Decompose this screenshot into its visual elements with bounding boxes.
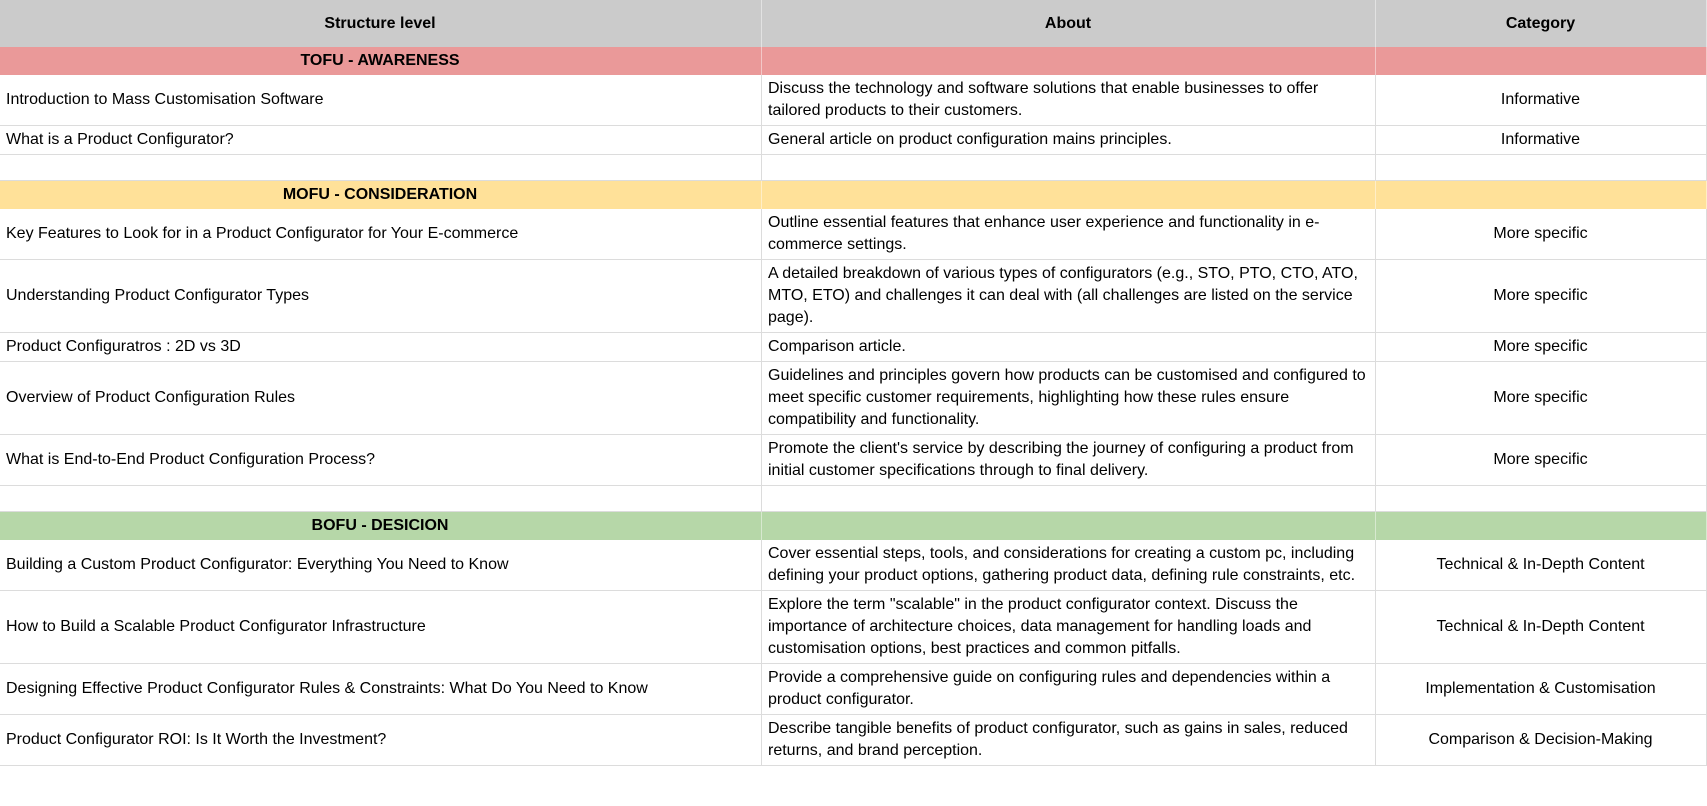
cell-about-text: Outline essential features that enhance user experience and functionality in e-commerce settings. [768,214,1320,253]
cell-about-text: Provide a comprehensive guide on configuring rules and dependencies within a product configurator. [768,669,1331,708]
cell-structure-level[interactable] [0,333,762,362]
column-header-structure-level[interactable] [0,0,762,47]
column-header-about-text: About [1044,14,1092,32]
table-row [0,126,1707,155]
cell-category-text: More specific [1493,451,1588,468]
cell-structure-level[interactable] [0,435,762,486]
cell-category-text: Informative [1500,131,1581,148]
column-header-about[interactable] [762,0,1376,47]
table-row [0,664,1707,715]
cell-category-text: More specific [1493,287,1588,304]
table-row [0,260,1707,333]
cell-category-text: Technical & In-Depth Content [1436,556,1645,573]
cell-structure-level[interactable] [0,260,762,333]
cell-about-empty[interactable] [762,486,1376,512]
section-header-row-mofu [0,181,1707,209]
cell-category-tofu[interactable] [1376,47,1707,75]
cell-category-empty[interactable] [1376,155,1707,181]
section-header-row-bofu [0,512,1707,540]
cell-about[interactable] [762,333,1376,362]
cell-about[interactable] [762,126,1376,155]
cell-category[interactable] [1376,435,1707,486]
cell-about-empty[interactable] [762,155,1376,181]
cell-about[interactable] [762,209,1376,260]
cell-about-text: A detailed breakdown of various types of configurators (e.g., STO, PTO, CTO, ATO, MTO, ETO) and challenges it can deal with (all challenges are listed on the service page). [768,265,1358,326]
cell-structure-level-text: Understanding Product Configurator Types [6,287,309,304]
cell-structure-level-text: Designing Effective Product Configurator Rules & Constraints: What Do You Need to Know [6,680,648,697]
cell-about[interactable] [762,75,1376,126]
cell-about-text: General article on product configuration mains principles. [768,131,1172,148]
cell-about-text: Cover essential steps, tools, and considerations for creating a custom pc, including defining your product options, gathering product data, defining rule constraints, etc. [768,545,1356,584]
cell-category[interactable] [1376,209,1707,260]
cell-category-text: Comparison & Decision-Making [1428,731,1653,748]
cell-section-title-mofu[interactable] [0,181,762,209]
cell-about[interactable] [762,715,1376,766]
cell-structure-level[interactable] [0,715,762,766]
cell-category[interactable] [1376,540,1707,591]
cell-category-mofu[interactable] [1376,181,1707,209]
cell-about-text: Comparison article. [768,338,906,355]
cell-category[interactable] [1376,664,1707,715]
table-row [0,715,1707,766]
cell-about[interactable] [762,664,1376,715]
cell-category[interactable] [1376,591,1707,664]
cell-about-bofu[interactable] [762,512,1376,540]
table-row [0,75,1707,126]
cell-about-mofu[interactable] [762,181,1376,209]
cell-structure-level[interactable] [0,664,762,715]
cell-structure-level[interactable] [0,209,762,260]
cell-category-text: More specific [1493,389,1588,406]
cell-structure-level[interactable] [0,126,762,155]
cell-structure-level-text: Product Configuratros : 2D vs 3D [6,338,241,355]
cell-about[interactable] [762,591,1376,664]
cell-section-title-bofu-text: BOFU - DESICION [311,517,449,534]
cell-category[interactable] [1376,715,1707,766]
cell-about-text: Guidelines and principles govern how products can be customised and configured to meet specific customer requirements, highlighting how these rules ensure compatibility and functionality. [768,367,1366,428]
table-row [0,209,1707,260]
cell-category-text: More specific [1493,338,1588,355]
empty-row [0,486,1707,512]
cell-about[interactable] [762,260,1376,333]
cell-category-text: Implementation & Customisation [1425,680,1656,697]
cell-about-text: Promote the client's service by describing the journey of configuring a product from initial customer specifications through to final delivery. [768,440,1354,479]
cell-structure-level-text: What is End-to-End Product Configuration Process? [6,451,376,468]
cell-structure-level-text: Introduction to Mass Customisation Software [6,91,324,108]
cell-section-title-bofu[interactable] [0,512,762,540]
cell-structure-level[interactable] [0,75,762,126]
cell-category[interactable] [1376,126,1707,155]
cell-category[interactable] [1376,260,1707,333]
table-body [0,47,1707,766]
empty-row [0,155,1707,181]
cell-category[interactable] [1376,75,1707,126]
cell-section-title-mofu-text: MOFU - CONSIDERATION [282,186,478,203]
cell-structure-level-text: Building a Custom Product Configurator: Everything You Need to Know [6,556,509,573]
cell-about-text: Discuss the technology and software solutions that enable businesses to offer tailored products to their customers. [768,80,1319,119]
cell-category-bofu[interactable] [1376,512,1707,540]
cell-structure-level-text: Product Configurator ROI: Is It Worth the Investment? [6,731,387,748]
cell-structure-level-text: What is a Product Configurator? [6,131,234,148]
cell-category-empty[interactable] [1376,486,1707,512]
cell-about[interactable] [762,362,1376,435]
cell-structure-level-text: How to Build a Scalable Product Configurator Infrastructure [6,618,426,635]
cell-structure-level-text: Overview of Product Configuration Rules [6,389,296,406]
cell-structure-level-text: Key Features to Look for in a Product Configurator for Your E-commerce [6,225,519,242]
table-row [0,540,1707,591]
cell-about[interactable] [762,435,1376,486]
table-row [0,362,1707,435]
cell-category[interactable] [1376,362,1707,435]
cell-category-text: Technical & In-Depth Content [1436,618,1645,635]
cell-about-text: Describe tangible benefits of product configurator, such as gains in sales, reduced returns, and brand perception. [768,720,1348,759]
cell-structure-level[interactable] [0,540,762,591]
cell-category-text: More specific [1493,225,1588,242]
cell-structure-level[interactable] [0,591,762,664]
table-row [0,591,1707,664]
cell-about-text: Explore the term "scalable" in the product configurator context. Discuss the importance of architecture choices, data management for handling loads and customisation options, best practices and common pitfalls. [768,596,1312,657]
cell-about[interactable] [762,540,1376,591]
table-row [0,333,1707,362]
column-header-structure-level-text: Structure level [324,14,436,32]
column-header-category[interactable] [1376,0,1707,47]
cell-structure-level-empty[interactable] [0,486,762,512]
cell-category-text: Informative [1500,91,1581,108]
section-header-row-tofu [0,47,1707,75]
cell-category[interactable] [1376,333,1707,362]
cell-section-title-tofu[interactable] [0,47,762,75]
cell-structure-level[interactable] [0,362,762,435]
table-header-row [0,0,1707,47]
cell-structure-level-empty[interactable] [0,155,762,181]
column-header-category-text: Category [1505,14,1576,32]
cell-about-tofu[interactable] [762,47,1376,75]
cell-section-title-tofu-text: TOFU - AWARENESS [300,52,460,69]
table-row [0,435,1707,486]
